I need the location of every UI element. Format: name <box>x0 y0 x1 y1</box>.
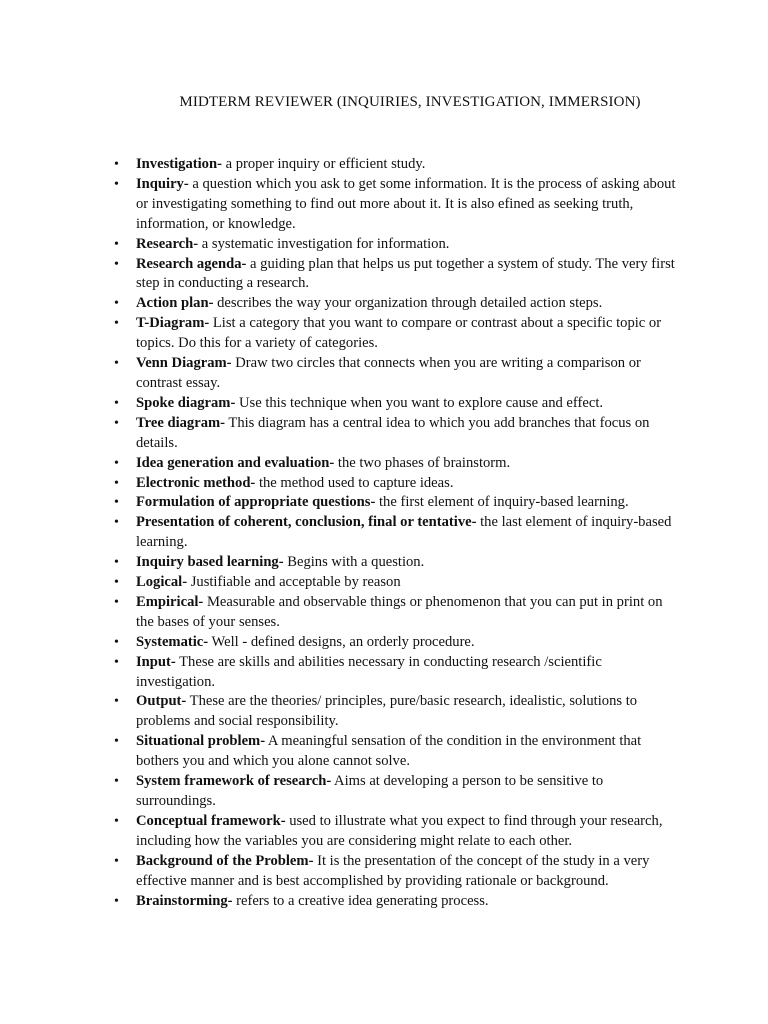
term-definition: Begins with a question. <box>283 554 425 571</box>
term-label: Empirical- <box>136 593 204 610</box>
bullet-icon: • <box>114 157 119 172</box>
bullet-icon: • <box>114 813 119 829</box>
bullet-icon: • <box>114 575 119 591</box>
bullet-icon: • <box>114 515 119 531</box>
term-label: Spoke diagram- <box>136 394 236 411</box>
list-item <box>112 354 678 394</box>
term-label: Action plan- <box>136 295 214 312</box>
term-definition: a guiding plan that helps us put together a system of study. The very first step in conducting a research. <box>136 255 675 292</box>
term-label: Research- <box>136 235 199 252</box>
term-definition: List a category that you want to compare or contrast about a specific topic or topics. Do this for a variety of categories. <box>136 315 662 352</box>
list-item <box>112 852 678 892</box>
term-label: Brainstorming- <box>136 892 233 909</box>
term-definition: This diagram has a central idea to which you add branches that focus on details. <box>136 414 650 451</box>
bullet-icon: • <box>114 256 119 272</box>
term-label: Investigation- <box>136 156 222 172</box>
list-item <box>112 235 678 255</box>
term-definition: a systematic investigation for information. <box>198 235 450 252</box>
list-item <box>112 892 678 912</box>
term-label: Electronic method- <box>136 474 256 491</box>
term-definition: the last element of inquiry-based learning. <box>136 514 672 551</box>
bullet-icon: • <box>114 495 119 511</box>
term-label: Presentation of coherent, conclusion, final or tentative- <box>136 514 477 531</box>
term-label: Background of the Problem- <box>136 852 314 869</box>
term-label: System framework of research- <box>136 773 332 790</box>
list-item <box>112 294 678 314</box>
list-item <box>112 812 678 852</box>
list-item <box>112 692 678 732</box>
term-label: Situational problem- <box>136 733 266 750</box>
bullet-icon: • <box>114 734 119 750</box>
list-item <box>112 493 678 513</box>
term-definition: a question which you ask to get some information. It is the process of asking about or investigating something to find out more about it. It is also efined as seeking truth, information, or knowledge. <box>136 175 676 232</box>
term-definition: used to illustrate what you expect to find through your research, including how the variables you are considering might relate to each other. <box>136 812 663 849</box>
list-item <box>112 255 678 295</box>
term-label: Inquiry- <box>136 175 189 192</box>
term-label: Tree diagram- <box>136 414 226 431</box>
term-definition: These are skills and abilities necessary in conducting research /scientific investigation. <box>136 653 602 690</box>
bullet-icon: • <box>114 455 119 471</box>
term-definition: the two phases of brainstorm. <box>334 454 511 471</box>
list-item <box>112 414 678 454</box>
term-label: Formulation of appropriate questions- <box>136 494 376 511</box>
bullet-icon: • <box>114 893 119 909</box>
term-label: Systematic- <box>136 633 209 650</box>
bullet-icon: • <box>114 475 119 491</box>
list-item <box>112 454 678 474</box>
term-label: Idea generation and evaluation- <box>136 454 335 471</box>
list-item <box>112 732 678 772</box>
term-definition: Aims at developing a person to be sensitive to surroundings. <box>136 773 604 809</box>
term-list <box>112 155 678 911</box>
bullet-icon: • <box>114 316 119 332</box>
bullet-icon: • <box>114 774 119 790</box>
term-label: Logical- <box>136 574 188 591</box>
term-definition: Justifiable and acceptable by reason <box>187 574 401 591</box>
term-definition: It is the presentation of the concept of the study in a very effective manner and is best accomplished by providing rationale or background. <box>136 852 650 889</box>
document-title: MIDTERM REVIEWER (INQUIRIES, INVESTIGATION, IMMERSION) <box>179 94 641 110</box>
term-label: Inquiry based learning- <box>136 554 284 571</box>
list-item <box>112 653 678 693</box>
term-definition: a proper inquiry or efficient study. <box>221 156 426 172</box>
bullet-icon: • <box>114 555 119 571</box>
term-definition: the method used to capture ideas. <box>255 474 454 491</box>
term-definition: describes the way your organization through detailed action steps. <box>213 295 603 312</box>
term-definition: Draw two circles that connects when you are writing a comparison or contrast essay. <box>136 355 641 391</box>
term-definition: Measurable and observable things or phenomenon that you can put in print on the bases of your senses. <box>136 593 663 630</box>
list-item <box>112 394 678 414</box>
term-label: Venn Diagram- <box>136 355 232 372</box>
list-item <box>112 155 678 175</box>
bullet-icon: • <box>114 296 119 312</box>
list-item <box>112 633 678 653</box>
list-item <box>112 314 678 354</box>
term-label: Output- <box>136 693 187 710</box>
list-item <box>112 593 678 633</box>
bullet-icon: • <box>114 654 119 670</box>
bullet-icon: • <box>114 594 119 610</box>
bullet-icon: • <box>114 694 119 710</box>
bullet-icon: • <box>114 176 119 192</box>
term-label: Conceptual framework- <box>136 812 286 829</box>
term-definition: These are the theories/ principles, pure/basic research, idealistic, solutions to problems and social responsibility. <box>136 693 638 730</box>
list-item <box>112 772 678 812</box>
bullet-icon: • <box>114 236 119 252</box>
term-definition: Use this technique when you want to explore cause and effect. <box>235 394 604 411</box>
bullet-icon: • <box>114 853 119 869</box>
term-label: T-Diagram- <box>136 315 210 332</box>
bullet-icon: • <box>114 356 119 372</box>
list-item <box>112 474 678 494</box>
list-item <box>112 553 678 573</box>
term-definition: the first element of inquiry-based learning. <box>375 494 629 511</box>
term-definition: refers to a creative idea generating process. <box>232 892 489 909</box>
term-definition: A meaningful sensation of the condition in the environment that bothers you and which you alone cannot solve. <box>136 733 642 770</box>
bullet-icon: • <box>114 634 119 650</box>
term-label: Research agenda- <box>136 255 247 272</box>
term-definition: Well - defined designs, an orderly procedure. <box>208 633 475 650</box>
bullet-icon: • <box>114 395 119 411</box>
bullet-icon: • <box>114 415 119 431</box>
list-item <box>112 175 678 235</box>
list-item <box>112 513 678 553</box>
term-label: Input- <box>136 653 176 670</box>
list-item <box>112 573 678 593</box>
